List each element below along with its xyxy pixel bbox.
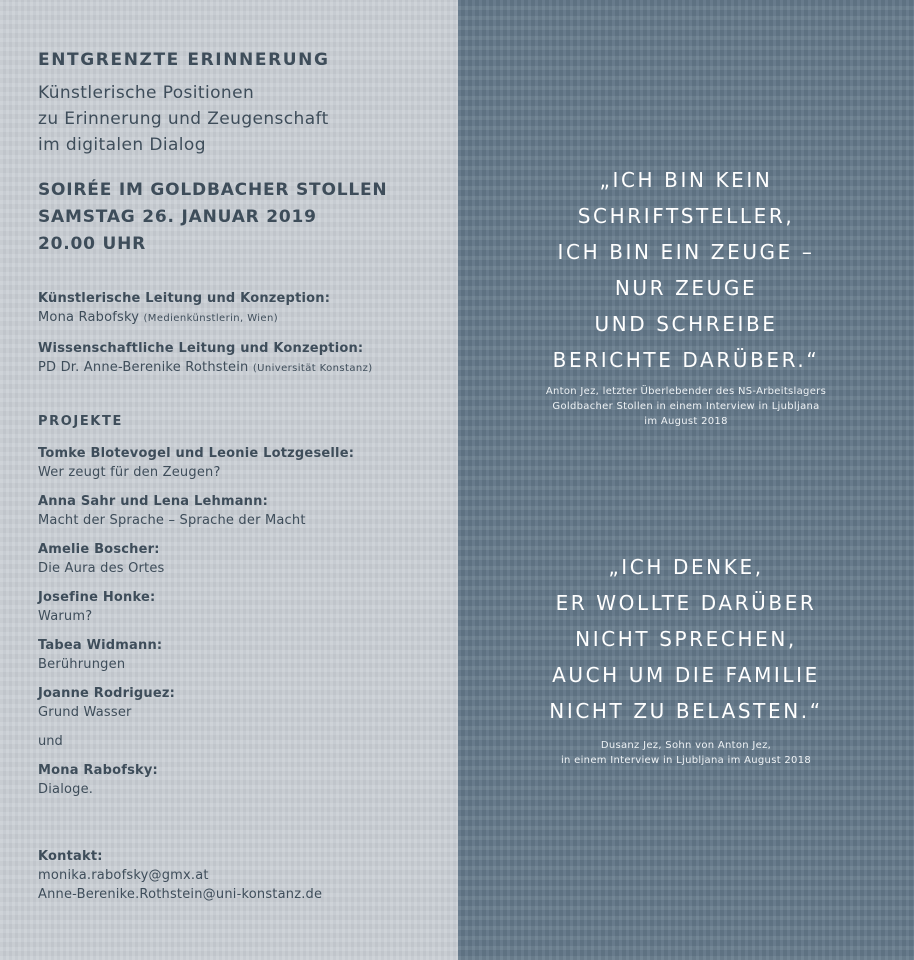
- quote-line: „ICH DENKE,: [608, 555, 764, 579]
- projects-heading: PROJEKTE: [38, 414, 123, 429]
- quote-line: UND SCHREIBE: [594, 312, 778, 336]
- project-authors: Tomke Blotevogel und Leonie Lotzgeselle:: [38, 446, 355, 461]
- attribution-line: Anton Jez, letzter Überlebender des NS-Arbeitslagers: [545, 386, 827, 397]
- project-item: [38, 684, 354, 722]
- contact-email[interactable]: monika.rabofsky@gmx.at: [38, 868, 209, 883]
- project-authors: Tabea Widmann:: [38, 638, 163, 653]
- project-authors: Joanne Rodriguez:: [38, 686, 176, 701]
- project-item: [38, 588, 354, 626]
- quote-line: NUR ZEUGE: [614, 276, 758, 300]
- project-item: [38, 636, 354, 674]
- project-title: Dialoge.: [38, 782, 94, 797]
- scientific-lead-name: PD Dr. Anne-Berenike Rothstein: [38, 360, 249, 375]
- project-authors: Mona Rabofsky:: [38, 763, 158, 778]
- attribution-dusanz-jez: [458, 738, 914, 768]
- project-item: [38, 761, 354, 799]
- quote-line: „ICH BIN KEIN: [599, 168, 773, 192]
- artistic-lead-note: (Medienkünstlerin, Wien): [143, 313, 279, 324]
- project-authors: Amelie Boscher:: [38, 542, 160, 557]
- project-title: Die Aura des Ortes: [38, 561, 165, 576]
- project-title: Macht der Sprache – Sprache der Macht: [38, 513, 306, 528]
- quote-line: AUCH UM DIE FAMILIE: [552, 663, 820, 687]
- project-list: [38, 444, 354, 809]
- artistic-lead-name: Mona Rabofsky: [38, 310, 140, 325]
- attribution-line: in einem Interview in Ljubljana im August 2018: [560, 755, 812, 766]
- event-date: SAMSTAG 26. JANUAR 2019: [38, 207, 317, 227]
- artistic-lead: [38, 289, 330, 328]
- headline: ENTGRENZTE ERINNERUNG: [38, 50, 330, 70]
- attribution-line: Dusanz Jez, Sohn von Anton Jez,: [600, 740, 772, 751]
- project-item: [38, 540, 354, 578]
- quote-line: ICH BIN EIN ZEUGE –: [557, 240, 815, 264]
- scientific-lead: [38, 339, 373, 378]
- artistic-lead-value: [38, 308, 330, 328]
- right-panel: [458, 0, 914, 960]
- project-title: Warum?: [38, 609, 93, 624]
- subtitle-line: zu Erinnerung und Zeugenschaft: [38, 109, 329, 129]
- event-time: 20.00 UHR: [38, 234, 147, 254]
- quote-dusanz-jez: [458, 549, 914, 729]
- subtitle: [38, 80, 329, 158]
- quote-anton-jez: [458, 162, 914, 378]
- scientific-lead-value: [38, 358, 373, 378]
- subtitle-line: im digitalen Dialog: [38, 135, 206, 155]
- attribution-line: im August 2018: [644, 416, 728, 427]
- contact-label: Kontakt:: [38, 849, 103, 864]
- quote-line: BERICHTE DARÜBER.“: [552, 348, 820, 372]
- project-title: Berührungen: [38, 657, 126, 672]
- conjunction-text: und: [38, 734, 63, 749]
- contact-block: [38, 847, 322, 904]
- artistic-lead-label: Künstlerische Leitung und Konzeption:: [38, 291, 331, 306]
- attribution-anton-jez: [458, 384, 914, 429]
- quote-line: NICHT ZU BELASTEN.“: [549, 699, 823, 723]
- quote-line: NICHT SPRECHEN,: [575, 627, 797, 651]
- scientific-lead-label: Wissenschaftliche Leitung und Konzeption:: [38, 341, 364, 356]
- event-info: [38, 177, 387, 258]
- attribution-line: Goldbacher Stollen in einem Interview in Ljubljana: [552, 401, 820, 412]
- project-item: [38, 444, 354, 482]
- project-title: Grund Wasser: [38, 705, 132, 720]
- quote-line: SCHRIFTSTELLER,: [577, 204, 795, 228]
- project-title: Wer zeugt für den Zeugen?: [38, 465, 221, 480]
- event-title: SOIRÉE IM GOLDBACHER STOLLEN: [38, 180, 388, 200]
- quote-line: ER WOLLTE DARÜBER: [555, 591, 817, 615]
- subtitle-line: Künstlerische Positionen: [38, 83, 255, 103]
- contact-email[interactable]: Anne-Berenike.Rothstein@uni-konstanz.de: [38, 887, 323, 902]
- project-authors: Anna Sahr und Lena Lehmann:: [38, 494, 268, 509]
- project-item: [38, 492, 354, 530]
- project-authors: Josefine Honke:: [38, 590, 156, 605]
- scientific-lead-note: (Universität Konstanz): [252, 363, 373, 374]
